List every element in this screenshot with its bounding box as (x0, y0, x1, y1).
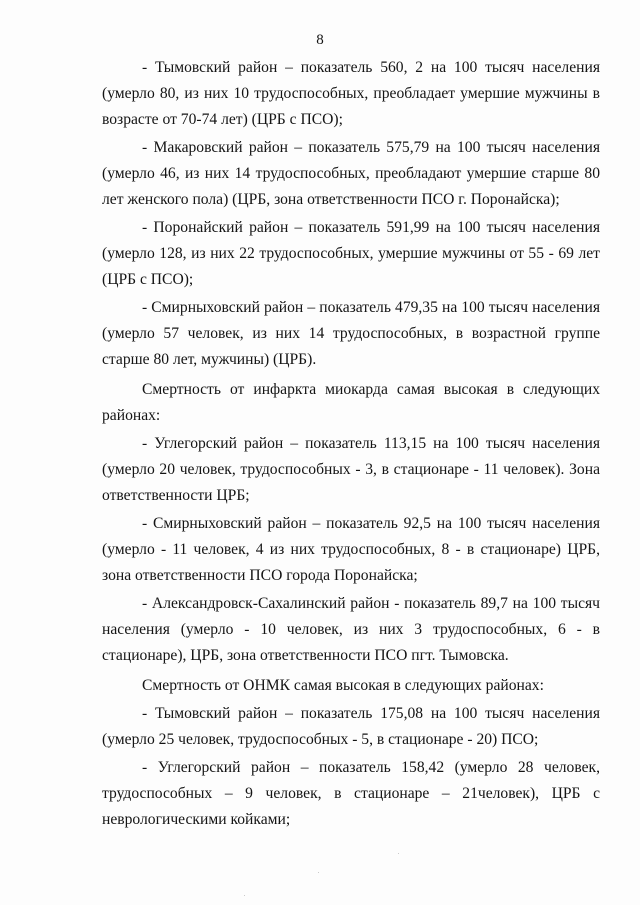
document-body (102, 55, 600, 835)
paragraph-makarovsky-cvd: - Макаровский район – показатель 575,79 на 100 тысяч населения (умерло 46, из них 14 трудоспособных, преобладают умершие старше 80 лет женского пола) (ЦРБ, зона ответственности ПСО г. Поронайска); (102, 139, 600, 208)
scan-speck (398, 853, 399, 854)
paragraph-poronaysky-cvd: - Поронайский район – показатель 591,99 на 100 тысяч населения (умерло 128, из них 22 трудоспособных, умершие мужчины от 55 - 69 лет (ЦРБ с ПСО); (102, 219, 600, 288)
scan-speck (244, 895, 245, 896)
paragraph-mi-heading: Смертность от инфаркта миокарда самая высокая в следующих районах: (102, 381, 600, 424)
paragraph-tymovsky-cvd: - Тымовский район – показатель 560, 2 на 100 тысяч населения (умерло 80, из них 10 трудоспособных, преобладает умершие мужчины в возрасте от 70-74 лет) (ЦРБ с ПСО); (102, 59, 600, 128)
page-number: 8 (316, 32, 324, 48)
paragraph-smirnykhovsky-cvd: - Смирныховский район – показатель 479,35 на 100 тысяч населения (умерло 57 человек, из них 14 трудоспособных, в возрастной группе старше 80 лет, мужчины) (ЦРБ). (102, 299, 600, 368)
paragraph-uglegorsky-mi: - Углегорский район – показатель 113,15 на 100 тысяч населения (умерло 20 человек, трудоспособных - 3, в стационаре - 11 человек). Зона ответственности ЦРБ; (102, 435, 600, 504)
paragraph-aleksandrovsk-mi: - Александровск-Сахалинский район - показатель 89,7 на 100 тысяч населения (умерло - 10 человек, из них 3 трудоспособных, 6 - в стационаре), ЦРБ, зона ответственности ПСО пгт. Тымовска. (102, 595, 600, 664)
paragraph-tymovsky-stroke: - Тымовский район – показатель 175,08 на 100 тысяч населения (умерло 25 человек, трудоспособных - 5, в стационаре - 20) ПСО; (102, 705, 600, 748)
paragraph-stroke-heading: Смертность от ОНМК самая высокая в следующих районах: (142, 677, 544, 694)
paragraph-smirnykhovsky-mi: - Смирныховский район – показатель 92,5 на 100 тысяч населения (умерло - 11 человек, 4 из них трудоспособных, 8 - в стационаре) ЦРБ, зона ответственности ПСО города Поронайска; (102, 515, 600, 584)
paragraph-uglegorsky-stroke: - Углегорский район – показатель 158,42 (умерло 28 человек, трудоспособных – 9 человек, в стационаре – 21человек), ЦРБ с неврологическими койками; (102, 759, 600, 828)
scan-speck (318, 872, 319, 873)
